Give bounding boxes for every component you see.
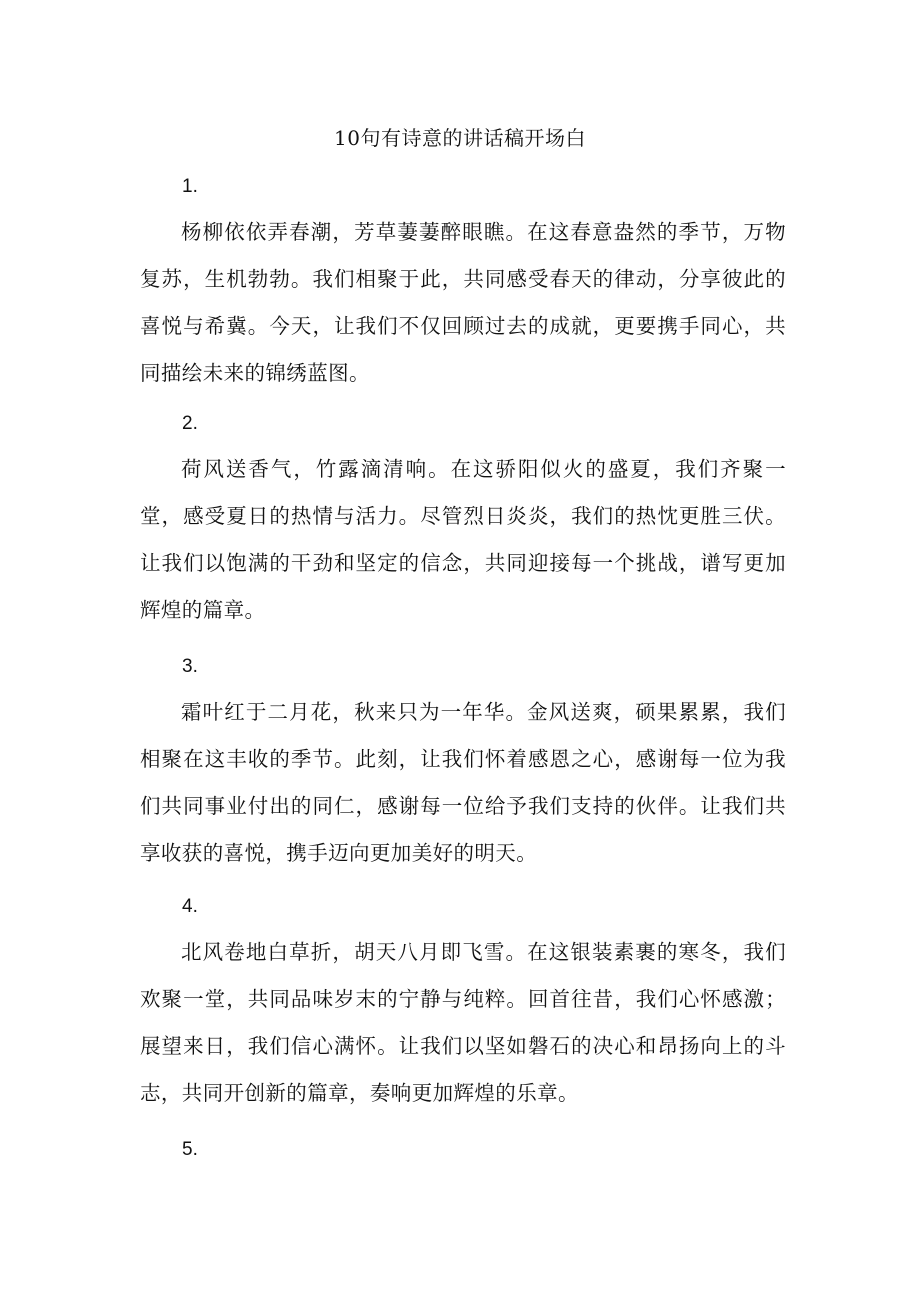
- paragraph-4: 北风卷地白草折，胡天八月即飞雪。在这银装素裹的寒冬，我们欢聚一堂，共同品味岁末的宁静与纯粹。回首往昔，我们心怀感激；展望来日，我们信心满怀。让我们以坚如磐石的决心和昂扬向上的斗志，共同开创新的篇章，奏响更加辉煌的乐章。: [140, 940, 786, 1105]
- document-title: 10句有诗意的讲话稿开场白: [334, 126, 586, 150]
- item-number-3: 3.: [182, 656, 198, 677]
- item-number-4: 4.: [182, 896, 198, 917]
- paragraph-1: 杨柳依依弄春潮，芳草萋萋醉眼瞧。在这春意盎然的季节，万物复苏，生机勃勃。我们相聚于此，共同感受春天的律动，分享彼此的喜悦与希冀。今天，让我们不仅回顾过去的成就，更要携手同心，共同描绘未来的锦绣蓝图。: [140, 220, 786, 385]
- paragraph-3: 霜叶红于二月花，秋来只为一年华。金风送爽，硕果累累，我们相聚在这丰收的季节。此刻，让我们怀着感恩之心，感谢每一位为我们共同事业付出的同仁，感谢每一位给予我们支持的伙伴。让我们共享收获的喜悦，携手迈向更加美好的明天。: [140, 700, 786, 865]
- item-number-5: 5.: [182, 1139, 198, 1160]
- paragraph-2: 荷风送香气，竹露滴清响。在这骄阳似火的盛夏，我们齐聚一堂，感受夏日的热情与活力。尽管烈日炎炎，我们的热忱更胜三伏。让我们以饱满的干劲和坚定的信念，共同迎接每一个挑战，谱写更加辉煌的篇章。: [140, 457, 786, 622]
- item-number-1: 1.: [182, 176, 198, 197]
- item-number-2: 2.: [182, 413, 198, 434]
